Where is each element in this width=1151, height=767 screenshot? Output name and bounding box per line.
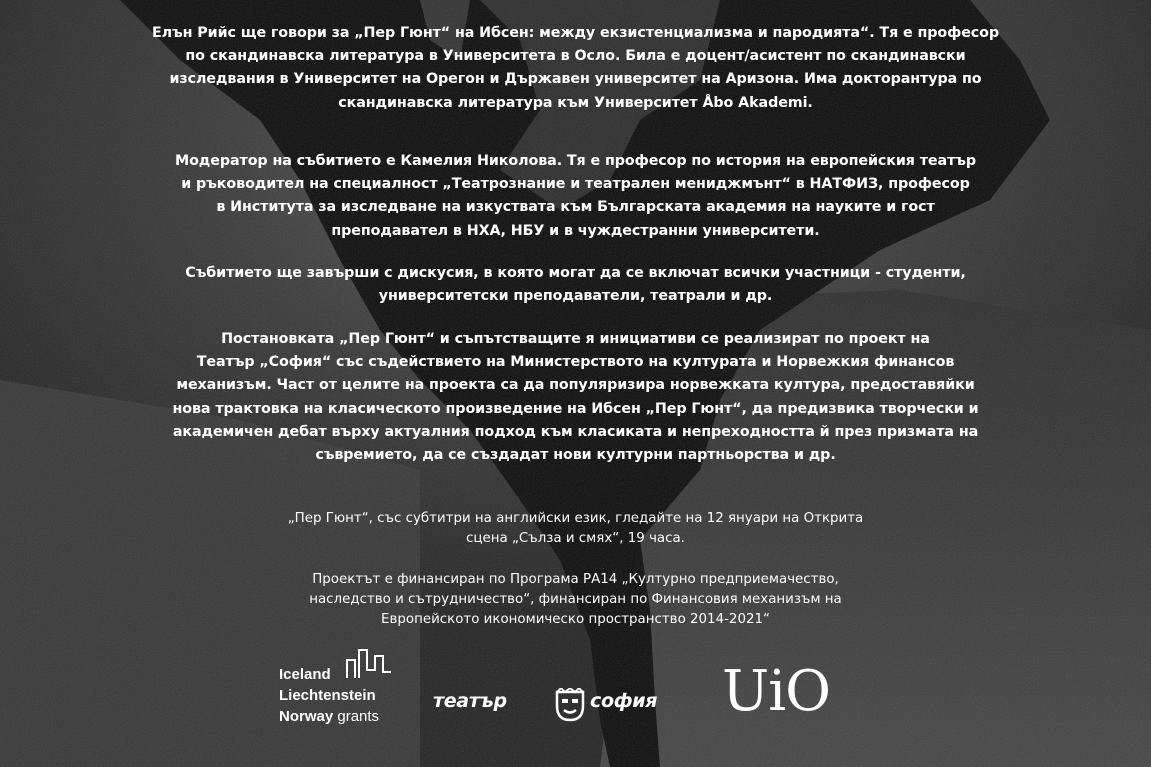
text-line: Елън Рийс ще говори за „Пер Гюнт“ на Ибсен: между екзистенциализма и пародията“. Тя е професор [151, 25, 1000, 41]
moderator-paragraph [130, 150, 1021, 243]
screening-note [230, 509, 921, 549]
logo-text: Liechtenstein [279, 687, 376, 704]
text-line: по скандинавска литература в Университета в Осло. Била е доцент/асистент по скандинавски [185, 48, 966, 65]
grants-mark-icon [345, 648, 393, 682]
text-line: Европейското икономическо пространство 2014-2021“ [381, 612, 770, 627]
text-line: Проектът е финансиран по Програма РА14 „Културно предприемачество, [312, 572, 839, 587]
text-line: нова трактовка на класическото произведение на Ибсен „Пер Гюнт“, да предизвика творчески и [172, 400, 979, 417]
text-line: преподавател в НХА, НБУ и в чуждестранни университети. [331, 222, 820, 239]
text-line: съвремието, да се създадат нови културни партньорства и др. [315, 447, 836, 464]
logo-text: софия [590, 690, 658, 712]
discussion-paragraph [130, 262, 1021, 308]
text-line: наследство и сътрудничество“, финансиран по Финансовия механизъм на [309, 592, 842, 607]
text-line: скандинавска литература към Университет Åbo Akademi. [338, 94, 813, 111]
text-line: сцена „Сълза и смях“, 19 часа. [466, 531, 685, 546]
logo-text: Norway grants [279, 708, 380, 725]
text-line: университетски преподаватели, театрали и др. [378, 288, 773, 305]
text-line: Постановката „Пер Гюнт“ и съпътстващите я инициативи се реализират по проект на [221, 331, 930, 347]
text-line: Събитието ще завърши с дискусия, в която могат да се включат всички участници - студенти, [185, 265, 966, 281]
text-line: изследвания в Университет на Орегон и Държавен университет на Аризона. Има докторантура по [169, 71, 982, 88]
text-line: Модератор на събитието е Камелия Николова. Тя е професор по история на европейския театър [174, 153, 977, 169]
text-line: и ръководител на специалност „Театрознание и театрален мениджмънт“ в НАТФИЗ, професор [181, 176, 970, 193]
funding-note [230, 570, 921, 630]
logo-text: Iceland [279, 666, 331, 683]
teatar-sofia-logo [433, 688, 678, 722]
text-line: в Института за изследване на изкуствата към Българската академия на науките и гост [216, 199, 935, 216]
mask-icon [553, 688, 587, 722]
project-paragraph [130, 328, 1021, 467]
uio-logo: UiO [722, 659, 831, 724]
logo-text: театър [433, 690, 507, 712]
text-line: „Пер Гюнт“, със субтитри на английски език, гледайте на 12 януари на Открита [287, 511, 864, 526]
speaker-paragraph [130, 22, 1021, 115]
eea-grants-logo [279, 648, 409, 730]
text-line: механизъм. Част от целите на проекта са да популяризира норвежката култура, предоставяйки [176, 377, 975, 394]
text-line: академичен дебат върху актуалния подход към класиката и непреходността й през призмата на [172, 423, 979, 440]
text-line: Театър „София“ със съдействието на Министерството на културата и Норвежкия финансов [196, 354, 955, 371]
